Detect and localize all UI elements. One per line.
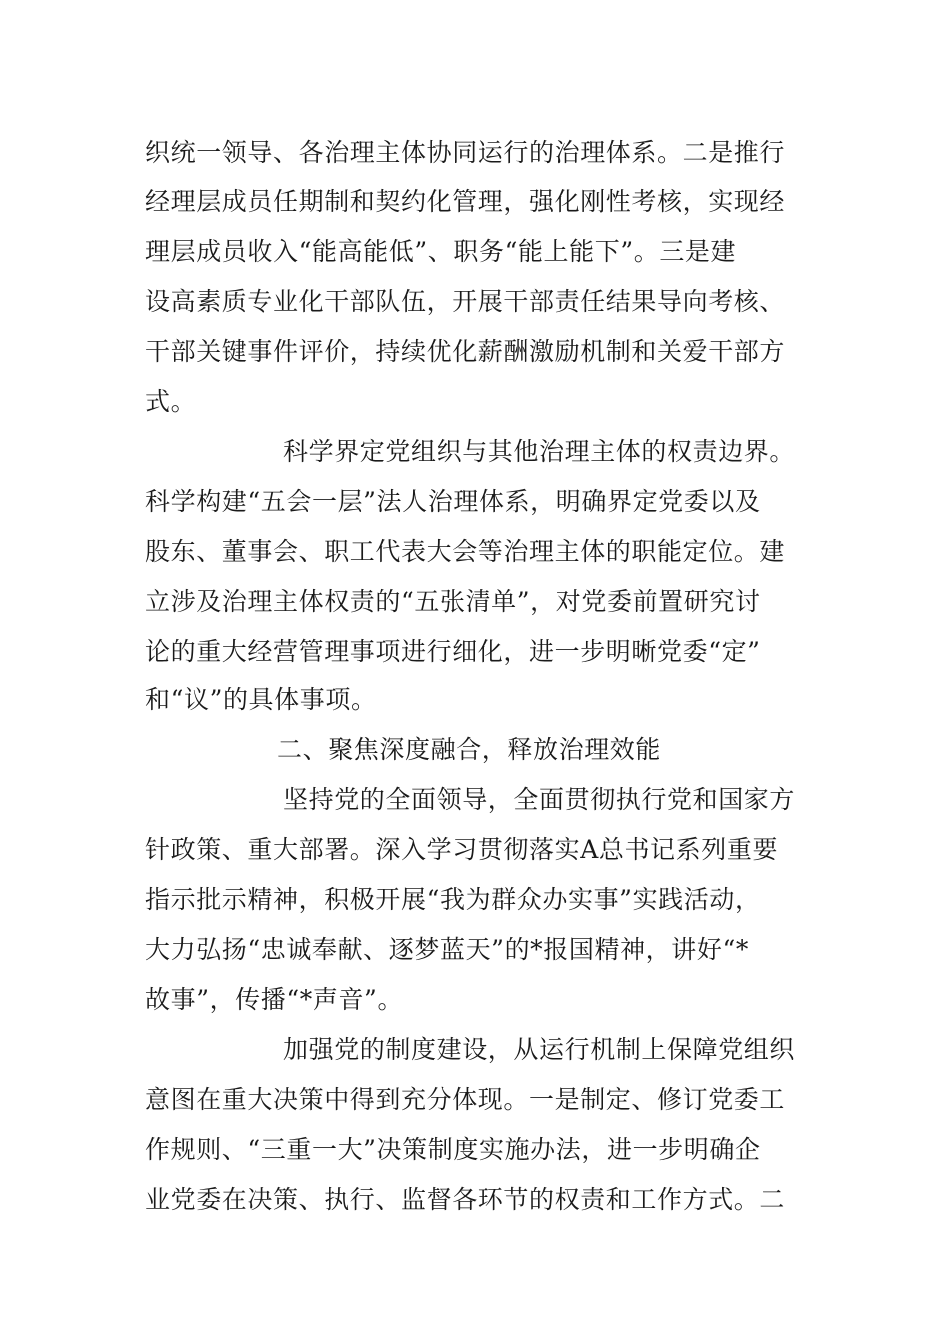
- section-heading: 二、聚焦深度融合，释放治理效能: [277, 735, 662, 764]
- body-text-line: 指示批示精神，积极开展“我为群众办实事”实践活动，: [145, 885, 761, 914]
- body-text-line: 织统一领导、各治理主体协同运行的治理体系。二是推行: [145, 138, 786, 167]
- paragraph-heading: 科学界定党组织与其他治理主体的权责边界。: [283, 437, 796, 466]
- body-text-line: 设高素质专业化干部队伍，开展干部责任结果导向考核、: [145, 287, 786, 316]
- body-text-line: 科学构建“五会一层”法人治理体系，明确界定党委以及: [145, 487, 761, 516]
- body-text-line: 针政策、重大部署。深入学习贯彻落实A总书记系列重要: [145, 835, 779, 864]
- body-text-line: 理层成员收入“能高能低”、职务“能上能下”。三是建: [145, 237, 737, 266]
- body-text-line: 业党委在决策、执行、监督各环节的权责和工作方式。二: [145, 1185, 786, 1214]
- paragraph-heading: 坚持党的全面领导，全面贯彻执行党和国家方: [283, 785, 796, 814]
- body-text-line: 和“议”的具体事项。: [145, 685, 377, 714]
- body-text-line: 意图在重大决策中得到充分体现。一是制定、修订党委工: [145, 1085, 786, 1114]
- body-text-line: 作规则、“三重一大”决策制度实施办法，进一步明确企: [145, 1135, 761, 1164]
- body-text-line: 式。: [145, 387, 197, 416]
- body-text-line: 干部关键事件评价，持续优化薪酬激励机制和关爱干部方: [145, 337, 786, 366]
- body-text-line: 故事”，传播“*声音”。: [145, 985, 404, 1014]
- body-text-line: 大力弘扬“忠诚奉献、逐梦蓝天”的*报国精神，讲好“*: [145, 935, 749, 964]
- body-text-line: 经理层成员任期制和契约化管理，强化刚性考核，实现经: [145, 187, 786, 216]
- body-text-line: 立涉及治理主体权责的“五张清单”，对党委前置研究讨: [145, 587, 761, 616]
- body-text-line: 股东、董事会、职工代表大会等治理主体的职能定位。建: [145, 537, 786, 566]
- body-text-line: 论的重大经营管理事项进行细化，进一步明晰党委“定”: [145, 637, 761, 666]
- paragraph-heading: 加强党的制度建设，从运行机制上保障党组织: [283, 1035, 796, 1064]
